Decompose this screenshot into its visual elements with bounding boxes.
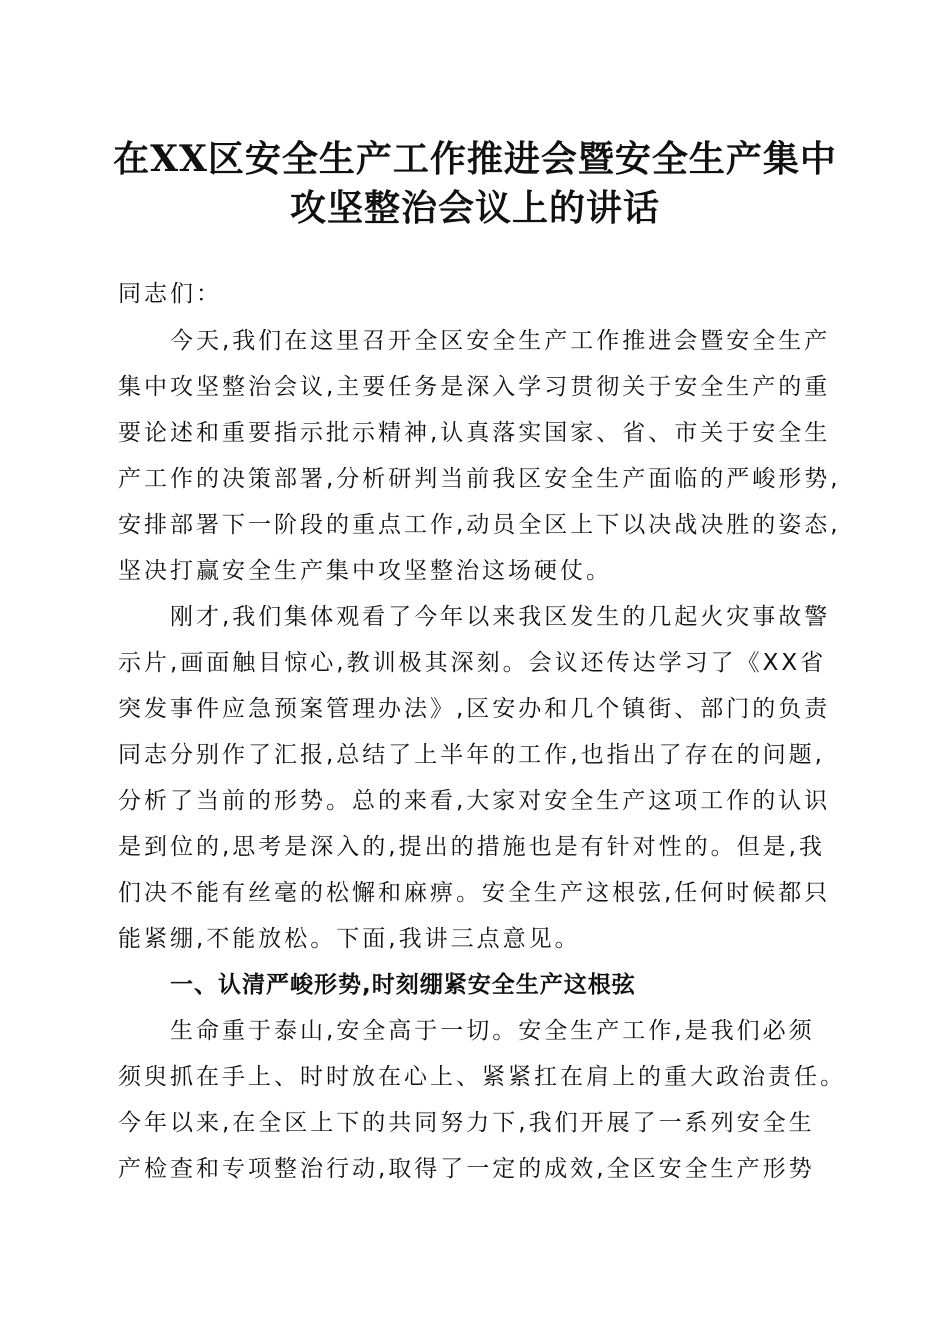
- paragraph-line: 产工作的决策部署,分析研判当前我区安全生产面临的严峻形势,: [118, 466, 841, 492]
- paragraph-line: 须臾抓在手上、时时放在心上、紧紧扛在肩上的重大政治责任。: [118, 1064, 846, 1090]
- paragraph-line: 同志分别作了汇报,总结了上半年的工作,也指出了存在的问题,: [118, 742, 825, 768]
- paragraph-line: 安排部署下一阶段的重点工作,动员全区上下以决战决胜的姿态,: [118, 512, 841, 538]
- paragraph-line: 坚决打赢安全生产集中攻坚整治这场硬仗。: [118, 558, 612, 584]
- paragraph-line: 能紧绷,不能放松。下面,我讲三点意见。: [118, 926, 581, 952]
- paragraph-line: 产检查和专项整治行动,取得了一定的成效,全区安全生产形势: [118, 1156, 815, 1182]
- paragraph-line: 生命重于泰山,安全高于一切。安全生产工作,是我们必须: [170, 1018, 815, 1044]
- paragraph-line: 示片,画面触目惊心,教训极其深刻。会议还传达学习了《XX省: [118, 650, 827, 676]
- paragraph-line: 今天,我们在这里召开全区安全生产工作推进会暨安全生产: [170, 328, 831, 354]
- paragraph-line: 要论述和重要指示批示精神,认真落实国家、省、市关于安全生: [118, 420, 831, 446]
- document-title-line-1: 在XX区安全生产工作推进会暨安全生产集中: [113, 138, 837, 180]
- section-heading: 一、认清严峻形势,时刻绷紧安全生产这根弦: [170, 972, 636, 998]
- paragraph-line: 突发事件应急预案管理办法》,区安办和几个镇街、部门的负责: [118, 696, 831, 722]
- paragraph-line: 分析了当前的形势。总的来看,大家对安全生产这项工作的认识: [118, 788, 831, 814]
- paragraph-line: 集中攻坚整治会议,主要任务是深入学习贯彻关于安全生产的重: [118, 374, 831, 400]
- paragraph-line: 们决不能有丝毫的松懈和麻痹。安全生产这根弦,任何时候都只: [118, 880, 831, 906]
- paragraph-line: 今年以来,在全区上下的共同努力下,我们开展了一系列安全生: [118, 1110, 815, 1136]
- salutation: 同志们：: [118, 281, 222, 307]
- paragraph-line: 是到位的,思考是深入的,提出的措施也是有针对性的。但是,我: [118, 834, 825, 860]
- paragraph-line: 刚才,我们集体观看了今年以来我区发生的几起火灾事故警: [170, 604, 831, 630]
- document-title-line-2: 攻坚整治会议上的讲话: [289, 187, 660, 229]
